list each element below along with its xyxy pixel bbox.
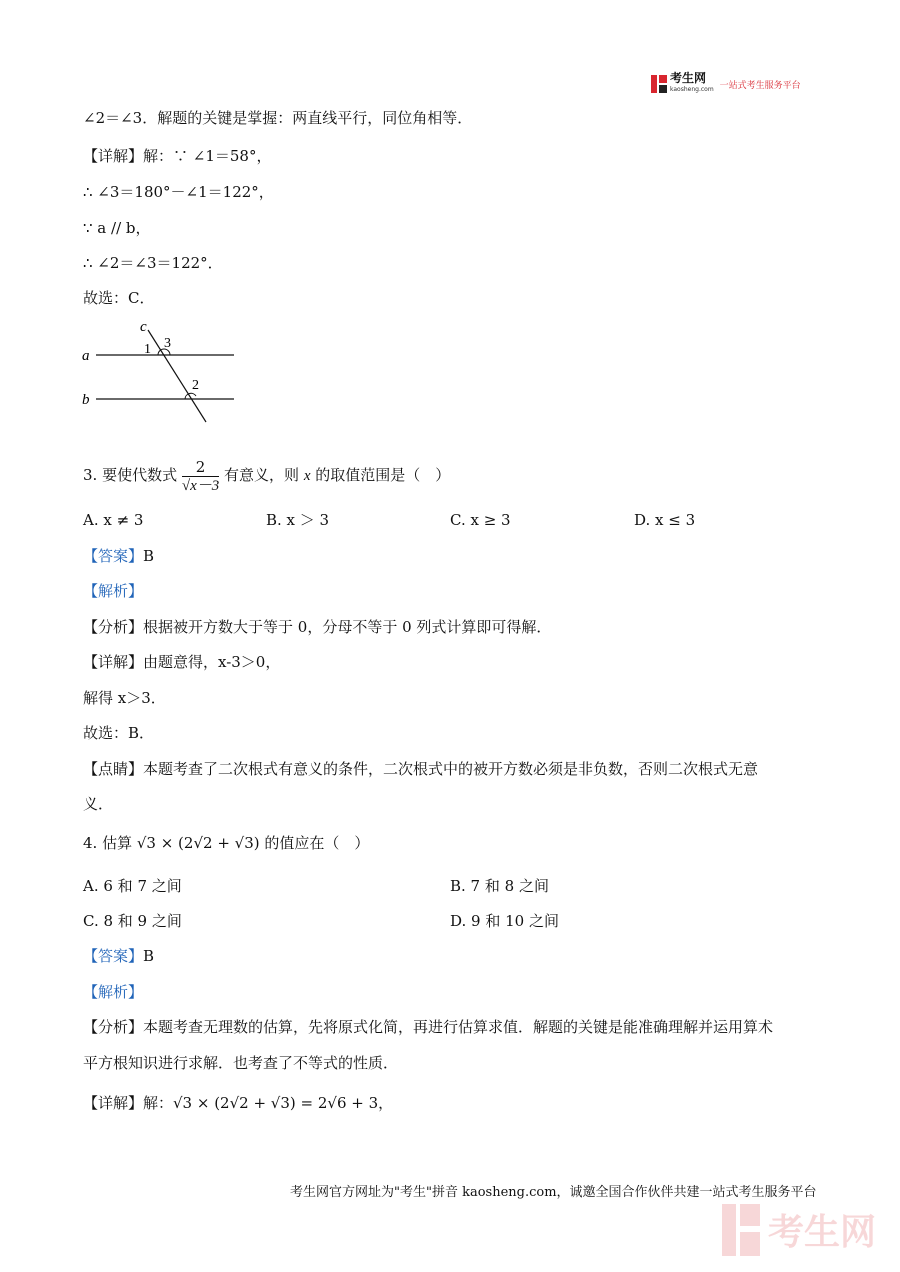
text-line-3: ∴ ∠3＝180°－∠1＝122°， — [83, 183, 274, 201]
text-line-6: 故选：C． — [83, 289, 155, 307]
label-a: a — [82, 348, 90, 364]
label-1: 1 — [144, 342, 151, 357]
q3-analysis-tag: 【解析】 — [83, 582, 144, 600]
header-logo — [651, 73, 801, 95]
label-c: c — [140, 319, 147, 335]
q3-option-a: A. x ≠ 3 — [83, 511, 144, 529]
parallel-lines-figure — [78, 316, 248, 426]
logo-mark-icon — [651, 75, 667, 93]
q3-fraction: $\frac{2}{√x-3}$ — [181, 457, 220, 494]
q4-fenxi-2: 平方根知识进行求解．也考查了不等式的性质． — [83, 1054, 399, 1072]
q3-detail-2: 解得 x＞3． — [83, 689, 166, 707]
label-b: b — [82, 392, 90, 408]
label-2: 2 — [192, 378, 199, 393]
logo-cn: 考生网 — [670, 71, 707, 85]
q4-option-d: D. 9 和 10 之间 — [450, 912, 559, 930]
q3-option-c: C. x ≥ 3 — [450, 511, 511, 529]
watermark-text: 考生网 — [768, 1212, 877, 1253]
q3-fenxi: 【分析】根据被开方数大于等于 0，分母不等于 0 列式计算即可得解． — [83, 618, 552, 636]
q3-choose: 故选：B． — [83, 724, 155, 742]
q3-option-d: D. x ≤ 3 — [634, 511, 696, 529]
text-line-1: ∠2＝∠3．解题的关键是掌握：两直线平行，同位角相等． — [83, 109, 473, 127]
q4-question: 4. 估算 √3 × (2√2 + √3) 的值应在（ ） — [83, 834, 370, 852]
label-3: 3 — [164, 336, 171, 351]
logo-slogan: 一站式考生服务平台 — [719, 80, 801, 91]
q3-answer: 【答案】B — [83, 547, 155, 565]
q3-question: 3. 要使代数式 $\frac{2}{√x-3}$ 有意义，则 x 的取值范围是（ ） — [83, 457, 451, 494]
q4-option-b: B. 7 和 8 之间 — [450, 877, 549, 895]
q4-option-c: C. 8 和 9 之间 — [83, 912, 182, 930]
watermark-logo — [720, 1200, 890, 1260]
q3-dianjing-1: 【点睛】本题考查了二次根式有意义的条件，二次根式中的被开方数必须是非负数，否则二次根式无意 — [83, 760, 759, 778]
q4-answer: 【答案】B — [83, 947, 155, 965]
text-line-2: 【详解】解：∵ ∠1＝58°， — [83, 147, 272, 165]
q3-dianjing-2: 义． — [83, 795, 114, 813]
q4-option-a: A. 6 和 7 之间 — [83, 877, 182, 895]
q4-fenxi-1: 【分析】本题考查无理数的估算，先将原式化简，再进行估算求值．解题的关键是能准确理解并运用算术 — [83, 1018, 774, 1036]
q3-option-b: B. x ＞ 3 — [266, 511, 330, 529]
q4-analysis-tag: 【解析】 — [83, 983, 144, 1001]
footer-text: 考生网官方网址为"考生"拼音 kaosheng.com，诚邀全国合作伙伴共建一站式考生服务平台 — [290, 1185, 817, 1200]
q3-detail-1: 【详解】由题意得，x-3＞0， — [83, 653, 281, 671]
text-line-4: ∵ a // b， — [83, 219, 151, 237]
logo-en: kaosheng.com — [670, 86, 714, 93]
text-line-5: ∴ ∠2＝∠3＝122°． — [83, 254, 223, 272]
q4-detail: 【详解】解：√3 × (2√2 + √3) = 2√6 + 3， — [83, 1094, 394, 1112]
